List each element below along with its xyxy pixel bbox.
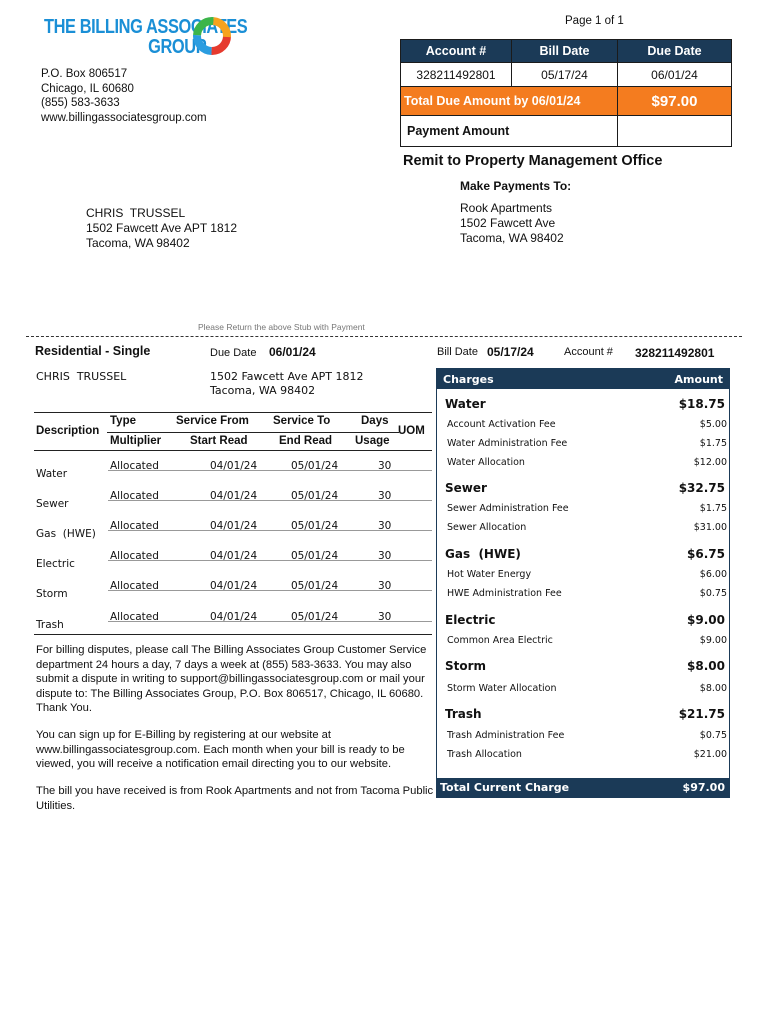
charge-group-trash — [445, 707, 725, 721]
usage-row-to: 05/01/24 — [291, 460, 339, 472]
payment-amount-label: Payment Amount — [401, 116, 618, 147]
group-total: $6.75 — [687, 547, 725, 561]
page-label: Page 1 of 1 — [565, 15, 624, 27]
row-rule — [108, 500, 432, 501]
col-uom: UOM — [398, 425, 425, 437]
usage-row-name: Storm — [36, 588, 68, 600]
item-amount: $0.75 — [699, 588, 727, 599]
bill-customer-name: CHRIS TRUSSEL — [36, 370, 127, 383]
charges-header-label: Charges — [443, 373, 494, 386]
cut-line — [26, 336, 742, 337]
row-rule — [108, 530, 432, 531]
usage-row-from: 04/01/24 — [210, 520, 258, 532]
usage-row-from: 04/01/24 — [210, 611, 258, 623]
charge-group-electric — [445, 613, 725, 627]
usage-row-days: 30 — [378, 460, 392, 472]
usage-bottom-rule — [34, 634, 432, 635]
col-service-from: Service From — [176, 415, 249, 427]
col-days: Days — [361, 415, 389, 427]
usage-row-days: 30 — [378, 580, 392, 592]
usage-row-days: 30 — [378, 520, 392, 532]
item-label: Water Administration Fee — [447, 438, 568, 449]
charge-group-storm — [445, 659, 725, 673]
service-address — [210, 370, 364, 398]
usage-row-type: Allocated — [110, 460, 159, 472]
due-date-header: Due Date — [618, 40, 732, 63]
usage-header-rule — [34, 450, 432, 451]
customer-city: Tacoma, WA 98402 — [86, 236, 190, 250]
group-name: Gas (HWE) — [445, 547, 521, 561]
group-total: $32.75 — [678, 481, 725, 495]
item-amount: $6.00 — [699, 569, 727, 580]
total-due-label: Total Due Amount by 06/01/24 — [401, 87, 618, 116]
charge-item — [447, 522, 727, 533]
usage-mid-rule — [107, 432, 399, 433]
charge-group-gas — [445, 547, 725, 561]
item-amount: $5.00 — [699, 419, 727, 430]
usage-row-to: 05/01/24 — [291, 611, 339, 623]
col-type: Type — [110, 415, 136, 427]
total-due-amount: $97.00 — [618, 87, 732, 116]
charges-panel — [436, 368, 730, 798]
usage-row-to: 05/01/24 — [291, 520, 339, 532]
logo-ring-icon — [190, 14, 234, 58]
charge-group-sewer — [445, 481, 725, 495]
company-po-box: P.O. Box 806517 — [41, 68, 128, 80]
group-name: Water — [445, 397, 486, 411]
total-current-charge-amount: $97.00 — [682, 781, 725, 794]
usage-row-name: Sewer — [36, 498, 69, 510]
item-label: Storm Water Allocation — [447, 683, 557, 694]
stub-bill-date-value: 05/17/24 — [512, 63, 618, 87]
item-label: Sewer Administration Fee — [447, 503, 569, 514]
col-end-read: End Read — [279, 435, 333, 447]
row-rule — [108, 560, 432, 561]
company-phone: (855) 583-3633 — [41, 97, 120, 109]
charge-item — [447, 503, 727, 514]
stub-due-date-value: 06/01/24 — [618, 63, 732, 87]
col-start-read: Start Read — [190, 435, 248, 447]
payment-amount-field[interactable] — [618, 116, 732, 147]
item-amount: $0.75 — [699, 730, 727, 741]
charges-header-amount: Amount — [674, 373, 723, 386]
usage-row-name: Gas (HWE) — [36, 528, 96, 540]
usage-row-storm — [34, 574, 398, 604]
group-name: Sewer — [445, 481, 487, 495]
col-service-to: Service To — [273, 415, 331, 427]
usage-row-name: Trash — [36, 619, 64, 631]
group-total: $9.00 — [687, 613, 725, 627]
charge-item — [447, 749, 727, 760]
usage-row-type: Allocated — [110, 490, 159, 502]
usage-row-to: 05/01/24 — [291, 580, 339, 592]
usage-row-type: Allocated — [110, 611, 159, 623]
col-multiplier: Multiplier — [110, 435, 162, 447]
row-rule — [108, 590, 432, 591]
bill-due-date: 06/01/24 — [269, 345, 316, 359]
usage-row-to: 05/01/24 — [291, 490, 339, 502]
bill-date-header: Bill Date — [512, 40, 618, 63]
usage-row-name: Electric — [36, 558, 75, 570]
remit-title: Remit to Property Management Office — [403, 153, 663, 169]
usage-row-from: 04/01/24 — [210, 580, 258, 592]
usage-row-from: 04/01/24 — [210, 460, 258, 472]
payee-address — [460, 201, 564, 246]
row-rule — [108, 470, 432, 471]
usage-top-rule — [34, 412, 432, 413]
item-label: HWE Administration Fee — [447, 588, 562, 599]
item-label: Account Activation Fee — [447, 419, 556, 430]
ebilling-note: You can sign up for E-Billing by registering at our website at www.billingassociatesgroup.com. Each month when your bill is ready to be viewed, you will receive a notification email directing you to our website. — [36, 729, 405, 770]
item-label: Trash Allocation — [447, 749, 522, 760]
make-payments-label: Make Payments To: — [460, 179, 572, 193]
item-amount: $31.00 — [693, 522, 727, 533]
item-label: Common Area Electric — [447, 635, 553, 646]
item-amount: $1.75 — [699, 438, 727, 449]
usage-row-name: Water — [36, 468, 68, 480]
item-amount: $21.00 — [693, 749, 727, 760]
usage-row-sewer — [34, 484, 398, 514]
usage-row-days: 30 — [378, 550, 392, 562]
usage-row-water — [34, 454, 398, 484]
customer-name: CHRIS TRUSSEL — [86, 206, 186, 220]
group-name: Electric — [445, 613, 496, 627]
bill-date-label: Bill Date — [437, 346, 478, 358]
item-amount: $12.00 — [693, 457, 727, 468]
usage-row-days: 30 — [378, 611, 392, 623]
bill-account-label: Account # — [564, 346, 613, 358]
charge-item — [447, 588, 727, 599]
total-current-charge-label: Total Current Charge — [440, 781, 570, 794]
item-label: Hot Water Energy — [447, 569, 532, 580]
row-rule — [108, 621, 432, 622]
usage-row-type: Allocated — [110, 520, 159, 532]
group-total: $8.00 — [687, 659, 725, 673]
plan-name: Residential - Single — [35, 344, 151, 358]
customer-address — [86, 206, 237, 251]
item-label: Trash Administration Fee — [447, 730, 565, 741]
group-total: $18.75 — [678, 397, 725, 411]
stub-account-value: 328211492801 — [401, 63, 512, 87]
usage-row-from: 04/01/24 — [210, 490, 258, 502]
col-usage: Usage — [355, 435, 390, 447]
payee-name: Rook Apartments — [460, 201, 553, 215]
usage-row-days: 30 — [378, 490, 392, 502]
usage-row-electric — [34, 544, 398, 574]
logo-line-1: THE BILLING ASSOCIATES — [44, 16, 248, 38]
customer-street: 1502 Fawcett Ave APT 1812 — [86, 221, 237, 235]
group-total: $21.75 — [678, 707, 725, 721]
group-name: Storm — [445, 659, 487, 673]
service-street: 1502 Fawcett Ave APT 1812 — [210, 370, 364, 383]
usage-row-to: 05/01/24 — [291, 550, 339, 562]
source-note: The bill you have received is from Rook Apartments and not from Tacoma Public Utilities. — [36, 785, 434, 812]
charge-group-water — [445, 397, 725, 411]
payee-street: 1502 Fawcett Ave — [460, 216, 556, 230]
item-label: Water Allocation — [447, 457, 525, 468]
bill-due-label: Due Date — [210, 347, 257, 359]
company-website: www.billingassociatesgroup.com — [41, 111, 207, 124]
usage-row-type: Allocated — [110, 550, 159, 562]
company-address — [41, 67, 207, 125]
logo-line-2: GROUP — [148, 36, 207, 58]
charge-item — [447, 635, 727, 646]
charge-item — [447, 457, 727, 468]
company-city: Chicago, IL 60680 — [41, 82, 134, 95]
charge-item — [447, 730, 727, 741]
total-current-charge-bar — [437, 778, 729, 797]
charge-item — [447, 438, 727, 449]
service-city: Tacoma, WA 98402 — [210, 384, 316, 397]
bill-date-value: 05/17/24 — [487, 345, 534, 359]
payee-city: Tacoma, WA 98402 — [460, 231, 564, 245]
item-amount: $1.75 — [699, 503, 727, 514]
usage-row-from: 04/01/24 — [210, 550, 258, 562]
item-amount: $8.00 — [699, 683, 727, 694]
charge-item — [447, 683, 727, 694]
account-header: Account # — [401, 40, 512, 63]
usage-row-trash — [34, 605, 398, 635]
item-amount: $9.00 — [699, 635, 727, 646]
bill-account-value: 328211492801 — [635, 346, 715, 360]
charge-item — [447, 569, 727, 580]
usage-row-type: Allocated — [110, 580, 159, 592]
item-label: Sewer Allocation — [447, 522, 527, 533]
group-name: Trash — [445, 707, 482, 721]
charges-header — [437, 369, 729, 389]
col-description: Description — [36, 425, 100, 437]
stub-table — [400, 39, 732, 147]
return-note: Please Return the above Stub with Payment — [198, 322, 365, 332]
usage-row-gas — [34, 514, 398, 544]
charge-item — [447, 419, 727, 430]
disputes-note: For billing disputes, please call The Billing Associates Group Customer Service department 24 hours a day, 7 days a week at (855) 583-3633. You may also submit a dispute in writing to support@billingassociatesgroup.com or mail your dispute to: The Billing Associates Group, P.O. Box 806517, Chicago, IL 60680. Thank You. — [36, 644, 427, 714]
